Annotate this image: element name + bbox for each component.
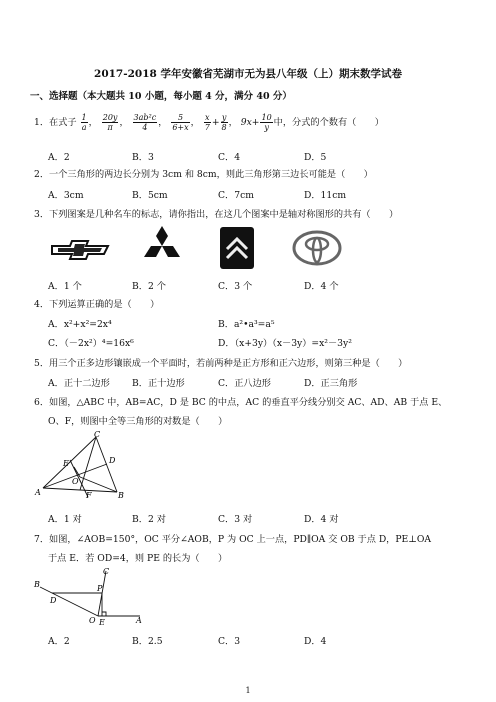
question-3: 3．下列图案是几种名车的标志，请你指出，在这几个图案中是轴对称图形的共有（ ） <box>34 209 399 220</box>
option-a: A．2 <box>48 636 70 647</box>
numerator: 5 <box>171 113 189 123</box>
option-d: D．4 对 <box>304 514 339 525</box>
fraction <box>171 113 189 132</box>
denominator: 4 <box>142 123 148 132</box>
option-b: B．5cm <box>132 190 168 201</box>
option-c: C．7cm <box>218 190 254 201</box>
fraction <box>133 113 158 132</box>
label-o: O <box>89 616 96 625</box>
option-c: C．正八边形 <box>218 378 271 389</box>
label-a: A <box>136 616 142 625</box>
option-b: B．a²•a³=a⁵ <box>218 319 275 330</box>
option-c: C．3 <box>218 636 241 647</box>
label-d: D <box>109 456 116 465</box>
fraction <box>81 113 88 132</box>
triangle-figure <box>34 430 130 502</box>
toyota-logo <box>292 230 342 266</box>
numerator: y <box>221 113 227 122</box>
option-a: A．x²+x²=2x⁴ <box>48 319 112 330</box>
option-c: C．3 个 <box>218 281 253 292</box>
denominator: y <box>264 123 269 132</box>
numerator: x <box>205 113 210 122</box>
question-5: 5．用三个正多边形镶嵌成一个平面时，若前两种是正方形和正六边形，则第三种是（ ） <box>34 358 408 369</box>
label-c: C <box>94 430 101 439</box>
option-c: C．4 <box>218 152 241 163</box>
label-p: P <box>97 584 103 593</box>
question-7-line2: 于点 E．若 OD=4，则 PE 的长为（ ） <box>48 553 228 564</box>
option-b: B．3 <box>132 152 154 163</box>
label-e: E <box>63 459 69 468</box>
option-d: D．4 个 <box>304 281 339 292</box>
option-c: C．（－2x²）⁴=16x⁶ <box>48 338 134 349</box>
option-a: A．1 个 <box>48 281 82 292</box>
label-d: D <box>50 596 57 605</box>
question-2: 2．一个三角形的两边长分别为 3cm 和 8cm，则此三角形第三边长可能是（ ） <box>34 169 373 180</box>
denominator: 6+x <box>172 123 189 132</box>
option-b: B．2 个 <box>132 281 166 292</box>
denominator: 8 <box>221 123 227 132</box>
option-b: B．2.5 <box>132 636 163 647</box>
numerator: 3ab²c <box>133 113 157 122</box>
option-d: D．（x+3y）（x－3y）=x²－3y² <box>218 338 352 349</box>
option-d: D．11cm <box>304 190 347 201</box>
numerator: 1 <box>81 113 87 122</box>
label-o: O <box>72 477 79 486</box>
question-7-line1: 7．如图，∠AOB=150°，OC 平分∠AOB，P 为 OC 上一点，PD∥OA 交 OB 于点 D，PE⊥OA <box>34 534 432 545</box>
label-c: C <box>103 567 110 576</box>
denominator: 7 <box>204 123 210 132</box>
fraction <box>204 113 211 132</box>
page-title: 2017-2018 学年安徽省芜湖市无为县八年级（上）期末数学试卷 <box>94 68 402 80</box>
denominator: a <box>81 123 87 132</box>
angle-figure <box>30 566 150 626</box>
label-e: E <box>99 618 105 626</box>
option-d: D．5 <box>304 152 327 163</box>
page-number: 1 <box>245 686 251 695</box>
q1-prefix: 1．在式子 <box>34 117 77 128</box>
option-a: A．1 对 <box>48 514 82 525</box>
section-heading: 一、选择题（本大题共 10 小题，每小题 4 分，满分 40 分） <box>30 91 292 102</box>
q1-suffix: 中，分式的个数有（ ） <box>273 117 384 128</box>
option-c: C．3 对 <box>218 514 253 525</box>
mitsubishi-logo <box>140 225 184 267</box>
option-d: D．4 <box>304 636 327 647</box>
q1-term: 9x+ <box>240 117 260 128</box>
label-b: B <box>118 491 124 500</box>
option-a: A．3cm <box>48 190 84 201</box>
option-b: B．2 对 <box>132 514 166 525</box>
citroen-logo <box>220 227 254 269</box>
label-f: F <box>86 491 92 500</box>
option-a: A．正十二边形 <box>48 378 110 389</box>
numerator: 10 <box>261 113 272 122</box>
fraction <box>102 113 119 132</box>
option-b: B．正十边形 <box>132 378 185 389</box>
option-d: D．正三角形 <box>304 378 358 389</box>
numerator: 20y <box>102 113 118 122</box>
option-a: A．2 <box>48 152 70 163</box>
question-6-line2: O、F，则图中全等三角形的对数是（ ） <box>48 416 228 427</box>
question-4: 4．下列运算正确的是（ ） <box>34 299 160 310</box>
question-1: 1．在式子 $\frac{1}{a}$ ， $\frac{20y}{\pi}$ ， $\frac{\text{3ab²c}}{4}$ ， $\frac{5}{6+x}$ ， $\frac{x}{7}$ + $\frac{y}{8}$ ， 9x+ $\frac{10}{y}$ 中，分式的个数有（ ） <box>34 113 384 132</box>
chevrolet-logo <box>50 238 110 262</box>
label-b: B <box>34 580 40 589</box>
fraction <box>260 113 272 132</box>
denominator: π <box>107 123 113 132</box>
label-a: A <box>35 488 41 497</box>
fraction <box>221 113 228 132</box>
question-6-line1: 6．如图，△ABC 中，AB=AC，D 是 BC 的中点，AC 的垂直平分线分别交 AC、AD、AB 于点 E、 <box>34 397 448 408</box>
